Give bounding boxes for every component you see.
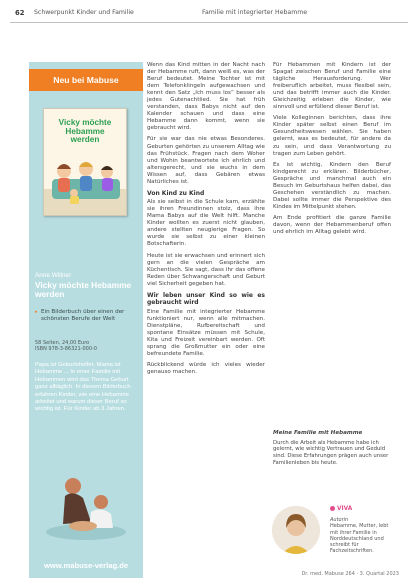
ad-price: 58 Seiten, 24,00 Euro — [35, 340, 90, 346]
paragraph: Wenn das Kind mitten in der Nacht nach der Hebamme ruft, dann weiß es, was der Beruf bedeutet. Meine Tochter ist mit dem Telefonklingeln aufgewachsen und kennt den Satz „Ich muss los“ besser als jedes Gutenachtlied. Sie hat früh verstanden, dass Babys nicht auf den Kalender schauen und dass eine Hebamme dann kommt, wenn sie gebraucht wird. — [147, 62, 265, 132]
book-cover-illustration — [44, 149, 127, 216]
page-number: 62 — [15, 9, 25, 17]
article-column-1 — [147, 62, 265, 380]
paragraph: Viele Kolleginnen berichten, dass ihre Kinder später selbst einen Beruf im Gesundheitswesen wählen. Sie haben gelernt, was es bedeutet, für andere da zu sein, und dass Verantwortung zu tragen zum Leben gehört. — [273, 115, 391, 157]
viva-logo-text: VIVA — [337, 506, 353, 512]
author-bio-text: Hebamme, Mutter, lebt mit ihrer Familie in Norddeutschland und schreibt für Fachzeitschriften. — [330, 523, 389, 555]
ad-url-link[interactable]: www.mabuse-verlag.de — [43, 561, 129, 570]
paragraph: Heute ist sie erwachsen und erinnert sich gern an die vielen Gespräche am Küchentisch. Sie sagt, dass ihr das offene Reden über Schwangerschaft und Geburt viel Sicherheit gegeben hat. — [147, 252, 265, 287]
author-name: Autorin — [330, 517, 349, 523]
section-label: Schwerpunkt Kinder und Familie — [34, 9, 134, 16]
viva-dot-icon — [330, 506, 335, 511]
running-title: Familie mit integrierter Hebamme — [202, 9, 308, 16]
author-portrait-icon — [272, 506, 320, 554]
author-avatar — [272, 506, 320, 554]
paragraph: Als sie selbst in die Schule kam, erzählte sie ihren Freundinnen stolz, dass ihre Mama Babys auf die Welt hilft. Manche Kinder wollten es zuerst nicht glauben, andere stellten neugierige Fragen. So wurde sie selbst zu einer kleinen Botschafterin. — [147, 199, 265, 248]
paragraph: Am Ende profitiert die ganze Familie davon, wenn der Hebammenberuf offen und ehrlich im Alltag gelebt wird. — [273, 214, 391, 236]
ad-badge: Neu bei Mabuse — [29, 69, 143, 91]
info-box — [273, 430, 391, 467]
subheading: Von Kind zu Kind — [147, 189, 205, 197]
ad-promo-text: Papa ist Geburtshelfer, Mama ist Hebamme ... In einer Familie mit Hebammen wird das Thema Geburt ganz alltäglich. In diesem Bilderbuch erfahren Kinder, wie eine Hebamme arbeitet und warum dieser Beruf so wichtig ist. Für Kinder ab 3 Jahren. — [35, 362, 131, 413]
info-box-heading: Meine Familie mit Hebamme — [273, 430, 363, 436]
paragraph: Eine Familie mit integrierter Hebamme funktioniert nur, wenn alle mitmachen. Dienstpläne, Rufbereitschaft und spontane Einsätze müssen mit Schule, Kita und Freizeit vereinbart werden. Oft sprang die Großmutter ein oder eine befreundete Familie. — [147, 308, 265, 357]
page-header — [10, 0, 413, 26]
paragraph: Für sie war das nie etwas Besonderes. Geburten gehörten zu unserem Alltag wie das Frühstück. Fragen nach dem Woher und Wohin beantwortete ich ehrlich und altersgerecht, und sie wuchs in dem Wissen auf, dass Gebären etwas Natürliches ist. — [147, 136, 265, 185]
viva-logo — [330, 506, 352, 512]
ad-bullet: ▸ Ein Bilderbuch über einen der schönsten Berufe der Welt — [35, 309, 141, 323]
author-bio — [330, 517, 398, 555]
ad-book-title: Vicky möchte Hebamme werden — [35, 280, 132, 300]
ad-isbn: ISBN 978-3-86321-000-0 — [35, 346, 97, 353]
ad-meta — [35, 340, 141, 352]
book-advertisement — [29, 62, 143, 578]
ad-bullets — [35, 309, 141, 323]
paragraph: Es ist wichtig, Kindern den Beruf kindgerecht zu erklären. Bilderbücher, Gespräche und manchmal auch ein Besuch im Geburtshaus helfen dabei, das Geschehen verständlich zu machen. Dabei sollte immer die Perspektive des Kindes im Mittelpunkt stehen. — [273, 161, 391, 210]
subheading: Wir leben unser Kind so wie es gebraucht wird — [147, 291, 265, 307]
header-rule — [10, 22, 408, 23]
article-column-2 — [273, 62, 391, 240]
book-cover-title: Vicky möchte Hebamme werden — [58, 118, 112, 145]
paragraph: Rückblickend würde ich vieles wieder genauso machen. — [147, 361, 265, 375]
ad-photo-illustration — [43, 462, 129, 544]
ad-author: Anne Willner — [35, 272, 72, 279]
book-cover[interactable] — [43, 108, 127, 216]
info-box-text: Durch die Arbeit als Hebamme habe ich gelernt, wie wichtig Vertrauen und Geduld sind. Diese Erfahrungen prägen auch unser Familienleben bis heute. — [273, 439, 389, 466]
paragraph: Für Hebammen mit Kindern ist der Spagat zwischen Beruf und Familie eine tägliche Herausforderung. Wer freiberuflich arbeitet, muss flexibel sein, und das betrifft immer auch die Kinder. Gleichzeitig erleben die Kinder, wie sinnvoll und erfüllend dieser Beruf ist. — [273, 62, 391, 111]
page-footer: Dr. med. Mabuse 264 · 3. Quartal 2023 — [301, 571, 399, 577]
